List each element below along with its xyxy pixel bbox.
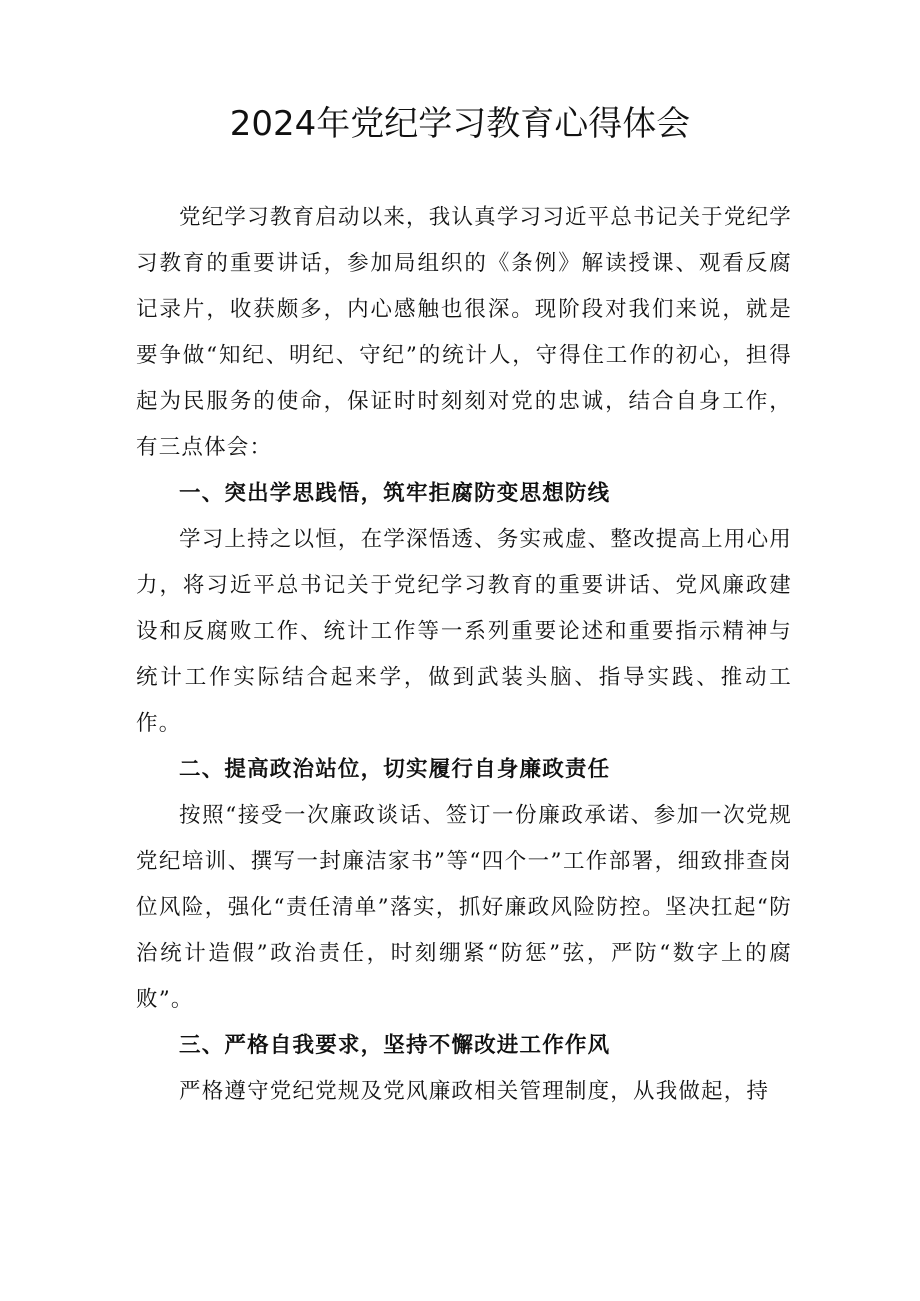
document-body [136, 195, 792, 1115]
section-paragraph-2: 按照“接受一次廉政谈话、签订一份廉政承诺、参加一次党规党纪培训、撰写一封廉洁家书”等“四个一”工作部署，细致排查岗位风险，强化“责任清单”落实，抓好廉政风险防控。坚决扛起“防治统计造假”政治责任，时刻绷紧“防惩”弦，严防“数字上的腐败”。 [136, 803, 792, 1012]
section-heading-1: 一、突出学思践悟，筑牢拒腐防变思想防线 [179, 481, 611, 506]
section-paragraph-1: 学习上持之以恒，在学深悟透、务实戒虚、整改提高上用心用力，将习近平总书记关于党纪学习教育的重要讲话、党风廉政建设和反腐败工作、统计工作等一系列重要论述和重要指示精神与统计工作实际结合起来学，做到武装头脑、指导实践、推动工作。 [136, 527, 792, 736]
section-paragraph-3: 严格遵守党纪党规及党风廉政相关管理制度，从我做起，持 [179, 1079, 770, 1104]
section-heading-2: 二、提高政治站位，切实履行自身廉政责任 [179, 757, 611, 782]
document-title: 2024年党纪学习教育心得体会 [229, 104, 691, 144]
intro-paragraph: 党纪学习教育启动以来，我认真学习习近平总书记关于党纪学习教育的重要讲话，参加局组织的《条例》解读授课、观看反腐记录片，收获颇多，内心感触也很深。现阶段对我们来说，就是要争做“知纪、明纪、守纪”的统计人，守得住工作的初心，担得起为民服务的使命，保证时时刻刻对党的忠诚，结合自身工作，有三点体会： [136, 205, 792, 460]
section-heading-3: 三、严格自我要求，坚持不懈改进工作作风 [179, 1033, 611, 1058]
